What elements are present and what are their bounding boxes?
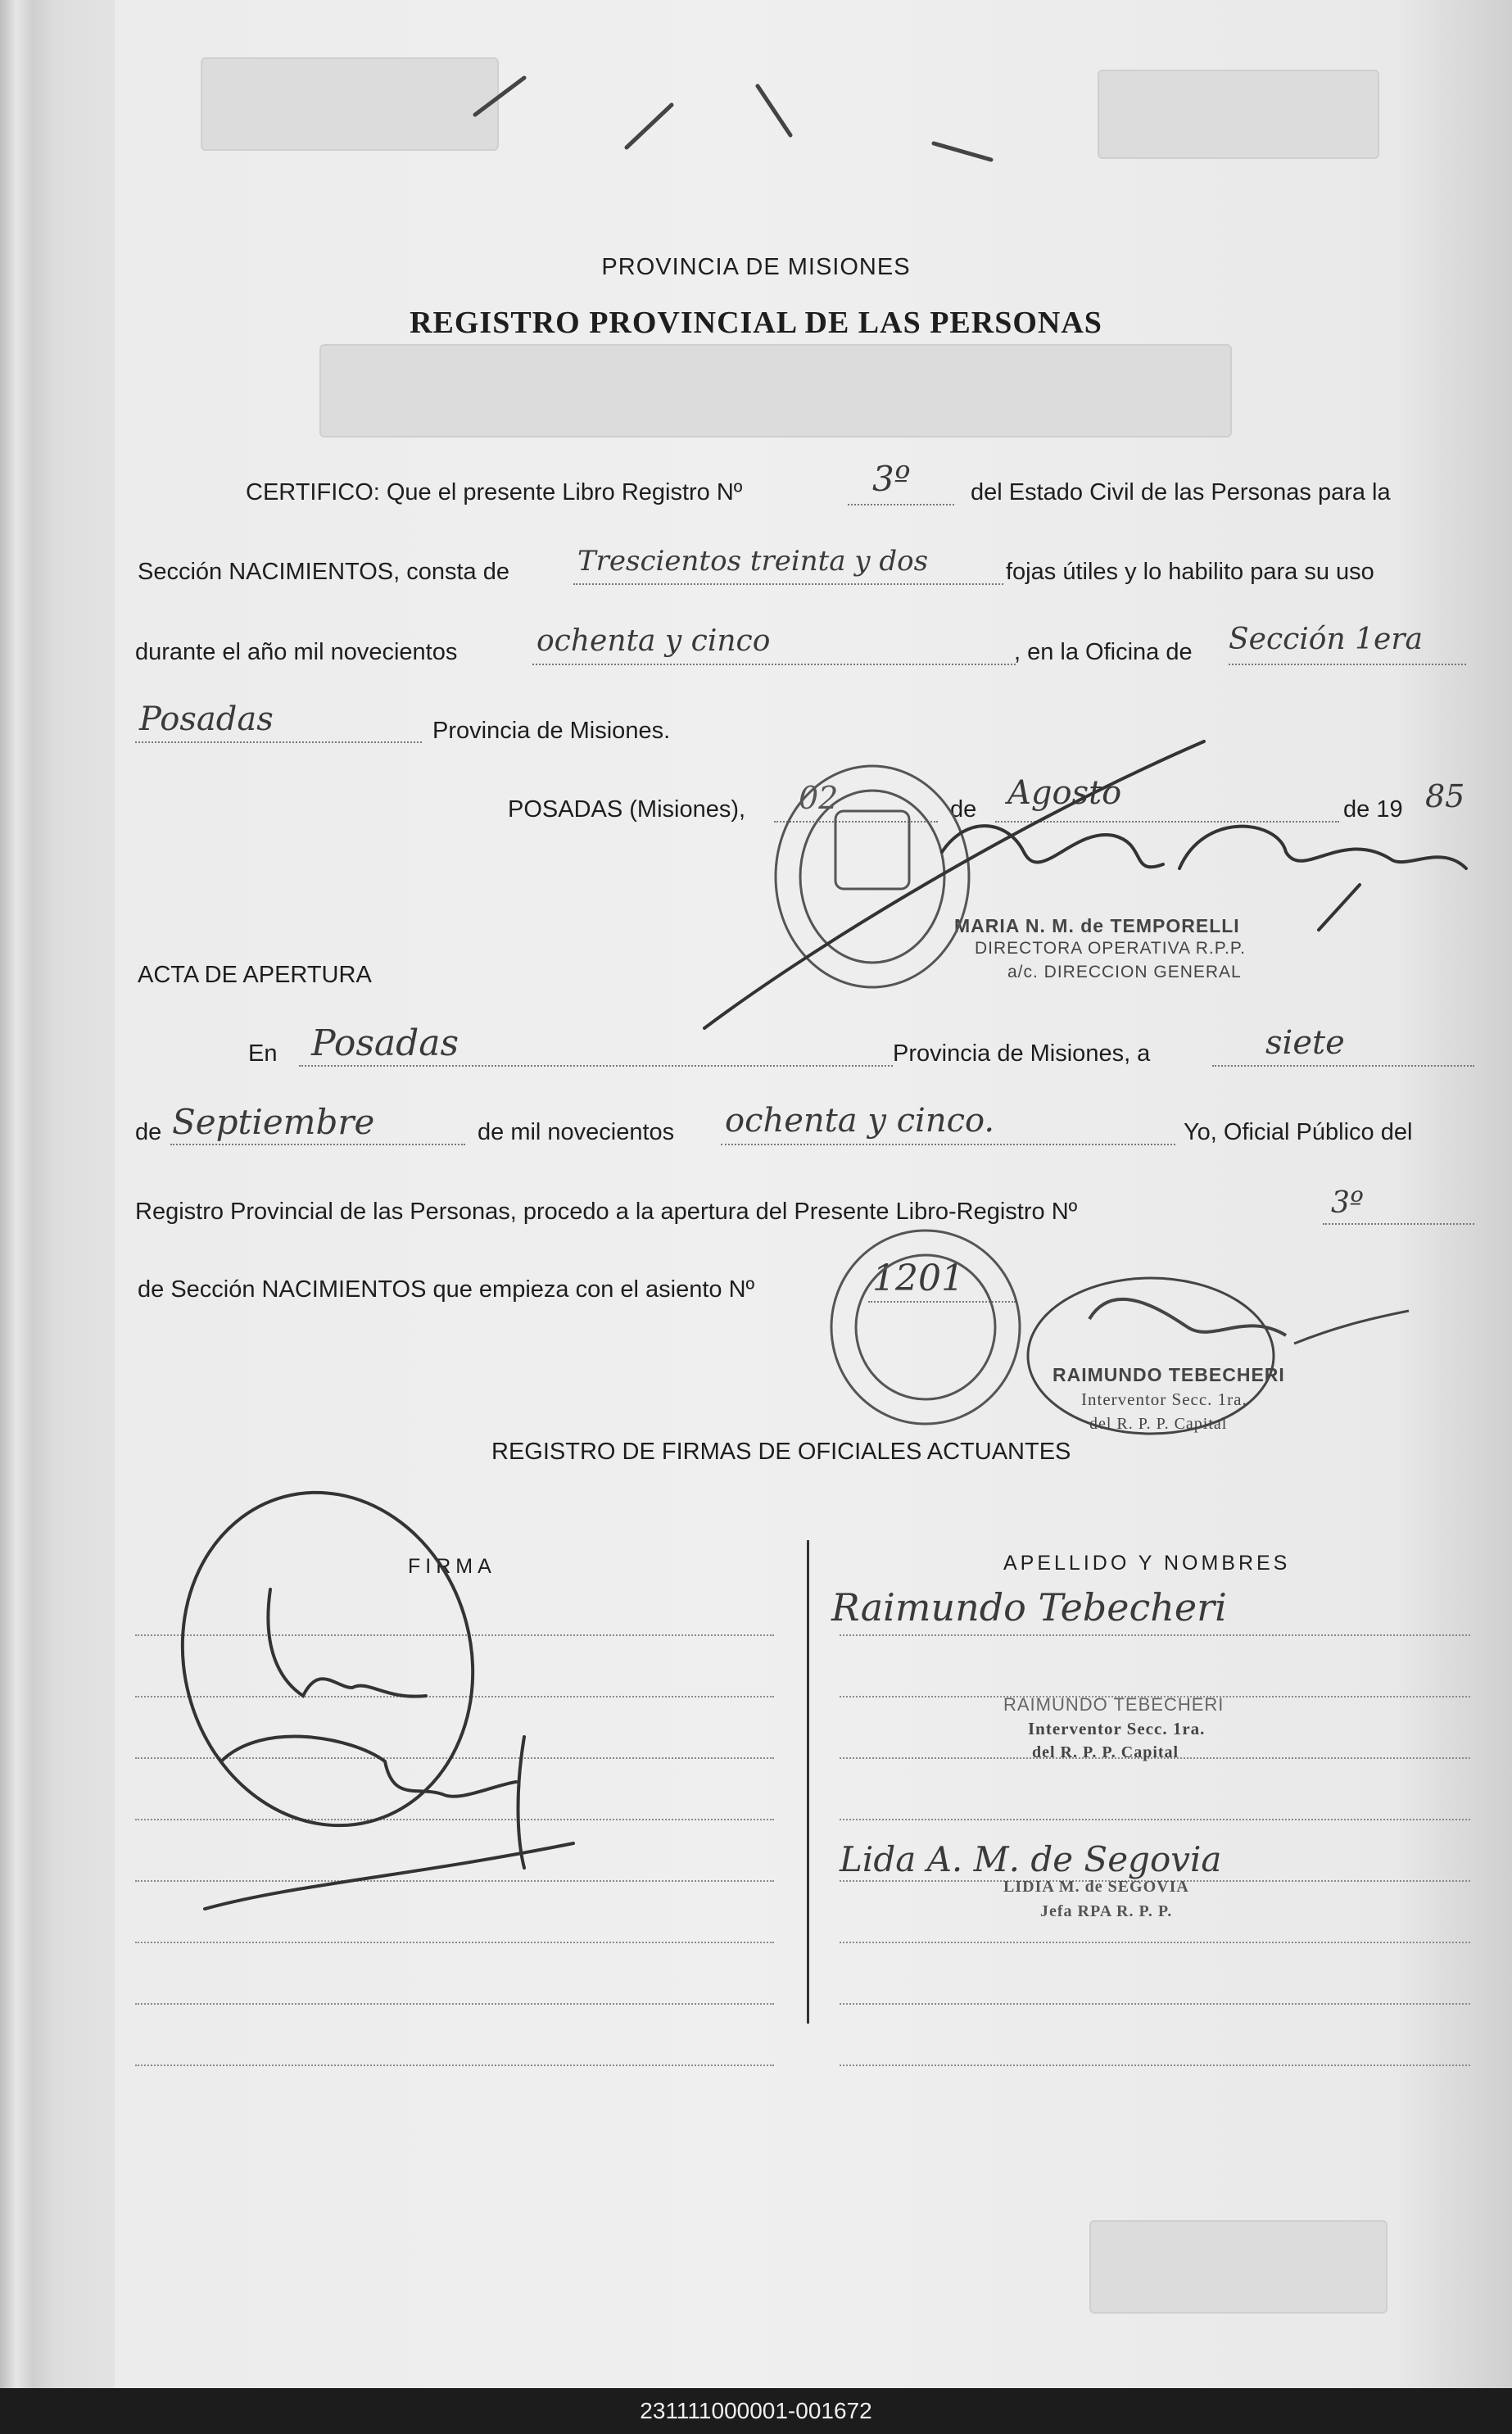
staple-mark <box>475 78 524 115</box>
signature-loop <box>146 1460 509 1859</box>
date-de-1: de <box>950 796 977 823</box>
place-handwritten: Posadas <box>139 700 274 738</box>
acta-place-handwritten: Posadas <box>311 1022 459 1064</box>
officer2-stamp-title: Jefa RPA R. P. P. <box>1040 1902 1173 1920</box>
signature-stroke <box>1319 885 1360 930</box>
signature-stroke <box>221 1737 516 1797</box>
book-number-handwritten: 3º <box>872 459 911 499</box>
month-handwritten: Agosto <box>1007 774 1122 812</box>
certificate-line4-b: Provincia de Misiones. <box>432 718 671 744</box>
acta-heading: ACTA DE APERTURA <box>138 962 372 988</box>
certificate-line2-a: Sección NACIMIENTOS, consta de <box>138 559 509 585</box>
signature-stroke <box>1179 827 1466 868</box>
province-heading: PROVINCIA DE MISIONES <box>601 254 911 280</box>
director-stamp-subtitle: a/c. DIRECCION GENERAL <box>1007 963 1242 981</box>
officer1-stamp-title: Interventor Secc. 1ra. <box>1028 1719 1206 1738</box>
date-city: POSADAS (Misiones), <box>508 796 746 823</box>
acta-line3: Registro Provincial de las Personas, procedo a la apertura del Presente Libro-Registro Nº <box>135 1199 1078 1225</box>
acta-day-handwritten: siete <box>1265 1024 1345 1062</box>
registry-title: REGISTRO PROVINCIAL DE LAS PERSONAS <box>410 306 1102 340</box>
year-words-handwritten: ochenta y cinco <box>536 624 771 658</box>
acta-de: de <box>135 1119 162 1145</box>
director-stamp-name: MARIA N. M. de TEMPORELLI <box>954 915 1240 936</box>
asiento-handwritten: 1201 <box>872 1258 964 1299</box>
acta-yo-text: Yo, Oficial Público del <box>1184 1119 1413 1145</box>
officer1-stamp-sub: del R. P. P. Capital <box>1032 1743 1179 1761</box>
col-firma-heading: FIRMA <box>408 1555 496 1578</box>
signature-stroke <box>942 826 1163 867</box>
acta-seal <box>831 1231 1020 1424</box>
document-id-footer: 231111000001-001672 <box>0 2388 1512 2434</box>
acta-year-handwritten: ochenta y cinco. <box>725 1102 995 1140</box>
folios-handwritten: Trescientos treinta y dos <box>577 545 929 578</box>
officer-seal <box>1028 1278 1409 1434</box>
staple-mark <box>934 143 991 160</box>
director-stamp-title: DIRECTORA OPERATIVA R.P.P. <box>975 939 1246 958</box>
officer1-name-handwritten: Raimundo Tebecheri <box>831 1585 1227 1629</box>
certificate-line1-a: CERTIFICO: Que el presente Libro Registro Nº <box>246 479 743 505</box>
year-suffix-handwritten: 85 <box>1425 778 1465 814</box>
certificate-line3-b: , en la Oficina de <box>1014 639 1193 665</box>
staple-mark <box>758 86 790 135</box>
signature-stroke <box>518 1737 525 1868</box>
acta-mil-text: de mil novecientos <box>478 1119 675 1145</box>
officer1-stamp-name: RAIMUNDO TEBECHERI <box>1003 1694 1225 1715</box>
staple-mark <box>627 105 672 147</box>
officer2-stamp-name: LIDIA M. de SEGOVIA <box>1003 1878 1189 1896</box>
signature-stroke <box>268 1589 426 1697</box>
office-handwritten: Sección 1era <box>1229 623 1423 656</box>
col-names-heading: APELLIDO Y NOMBRES <box>1003 1552 1291 1575</box>
acta-book-handwritten: 3º <box>1331 1186 1364 1220</box>
date-de-2: de 19 <box>1343 796 1403 823</box>
acta-province-text: Provincia de Misiones, a <box>893 1040 1151 1067</box>
acta-en: En <box>248 1040 278 1067</box>
acta-month-handwritten: Septiembre <box>172 1102 375 1142</box>
signature-stroke <box>704 741 1204 1028</box>
signature-stroke <box>205 1843 573 1909</box>
officer2-name-handwritten: Lida A. M. de Segovia <box>840 1839 1222 1879</box>
signatures-heading: REGISTRO DE FIRMAS DE OFICIALES ACTUANTES <box>491 1439 1071 1465</box>
officer-stamp-sub: del R. P. P. Capital <box>1089 1415 1228 1433</box>
certificate-line2-b: fojas útiles y lo habilito para su uso <box>1006 559 1374 585</box>
acta-line4: de Sección NACIMIENTOS que empieza con el asiento Nº <box>138 1276 755 1303</box>
certificate-line1-b: del Estado Civil de las Personas para la <box>971 479 1391 505</box>
officer-stamp-title: Interventor Secc. 1ra. <box>1081 1389 1247 1409</box>
officer-stamp-name: RAIMUNDO TEBECHERI <box>1053 1364 1285 1385</box>
day-handwritten: 02 <box>799 780 839 816</box>
certificate-line3-a: durante el año mil novecientos <box>135 639 458 665</box>
